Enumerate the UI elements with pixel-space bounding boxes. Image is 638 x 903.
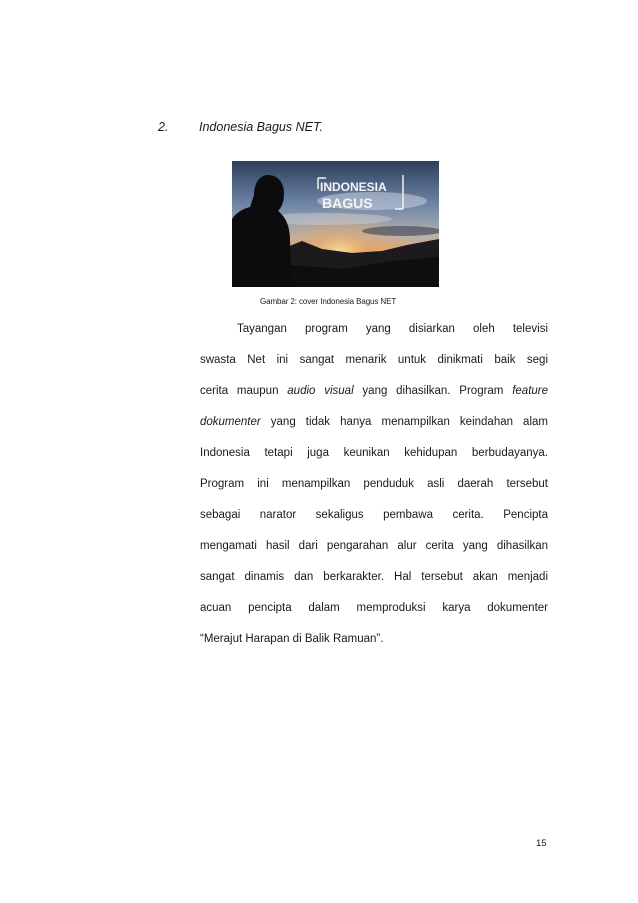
paragraph-line: Program ini menampilkan penduduk asli daerah tersebut: [200, 478, 548, 490]
paragraph-line: Tayangan program yang disiarkan oleh televisi: [237, 323, 548, 335]
logo-line-1: INDONESIA: [320, 180, 387, 194]
figure-caption: Gambar 2: cover Indonesia Bagus NET: [260, 297, 397, 306]
page-number: 15: [536, 838, 547, 849]
logo-line-2: BAGUS: [322, 195, 373, 211]
paragraph-line: [200, 414, 548, 445]
text-run: cerita maupun: [200, 385, 288, 397]
paragraph-line: mengamati hasil dari pengarahan alur cerita yang dihasilkan: [200, 540, 548, 552]
section-title: Indonesia Bagus NET.: [199, 120, 323, 134]
body-paragraph: [200, 321, 548, 662]
paragraph-line: swasta Net ini sangat menarik untuk dinikmati baik segi: [200, 354, 548, 366]
paragraph-line: sebagai narator sekaligus pembawa cerita. Pencipta: [200, 509, 548, 521]
text-run: yang tidak hanya menampilkan keindahan alam: [260, 416, 548, 428]
emphasis-text: feature: [512, 385, 549, 397]
paragraph-line: sangat dinamis dan berkarakter. Hal tersebut akan menjadi: [200, 571, 548, 583]
emphasis-text: dokumenter: [200, 416, 261, 428]
paragraph-line: Indonesia tetapi juga keunikan kehidupan berbudayanya.: [200, 447, 548, 459]
emphasis-text: audio visual: [287, 385, 354, 397]
paragraph-line: “Merajut Harapan di Balik Ramuan”.: [200, 633, 384, 645]
paragraph-line: acuan pencipta dalam memproduksi karya dokumenter: [200, 602, 548, 614]
cover-image: [232, 161, 439, 287]
text-run: yang dihasilkan. Program: [353, 385, 513, 397]
paragraph-line: [200, 383, 548, 414]
section-number: 2.: [158, 120, 169, 134]
